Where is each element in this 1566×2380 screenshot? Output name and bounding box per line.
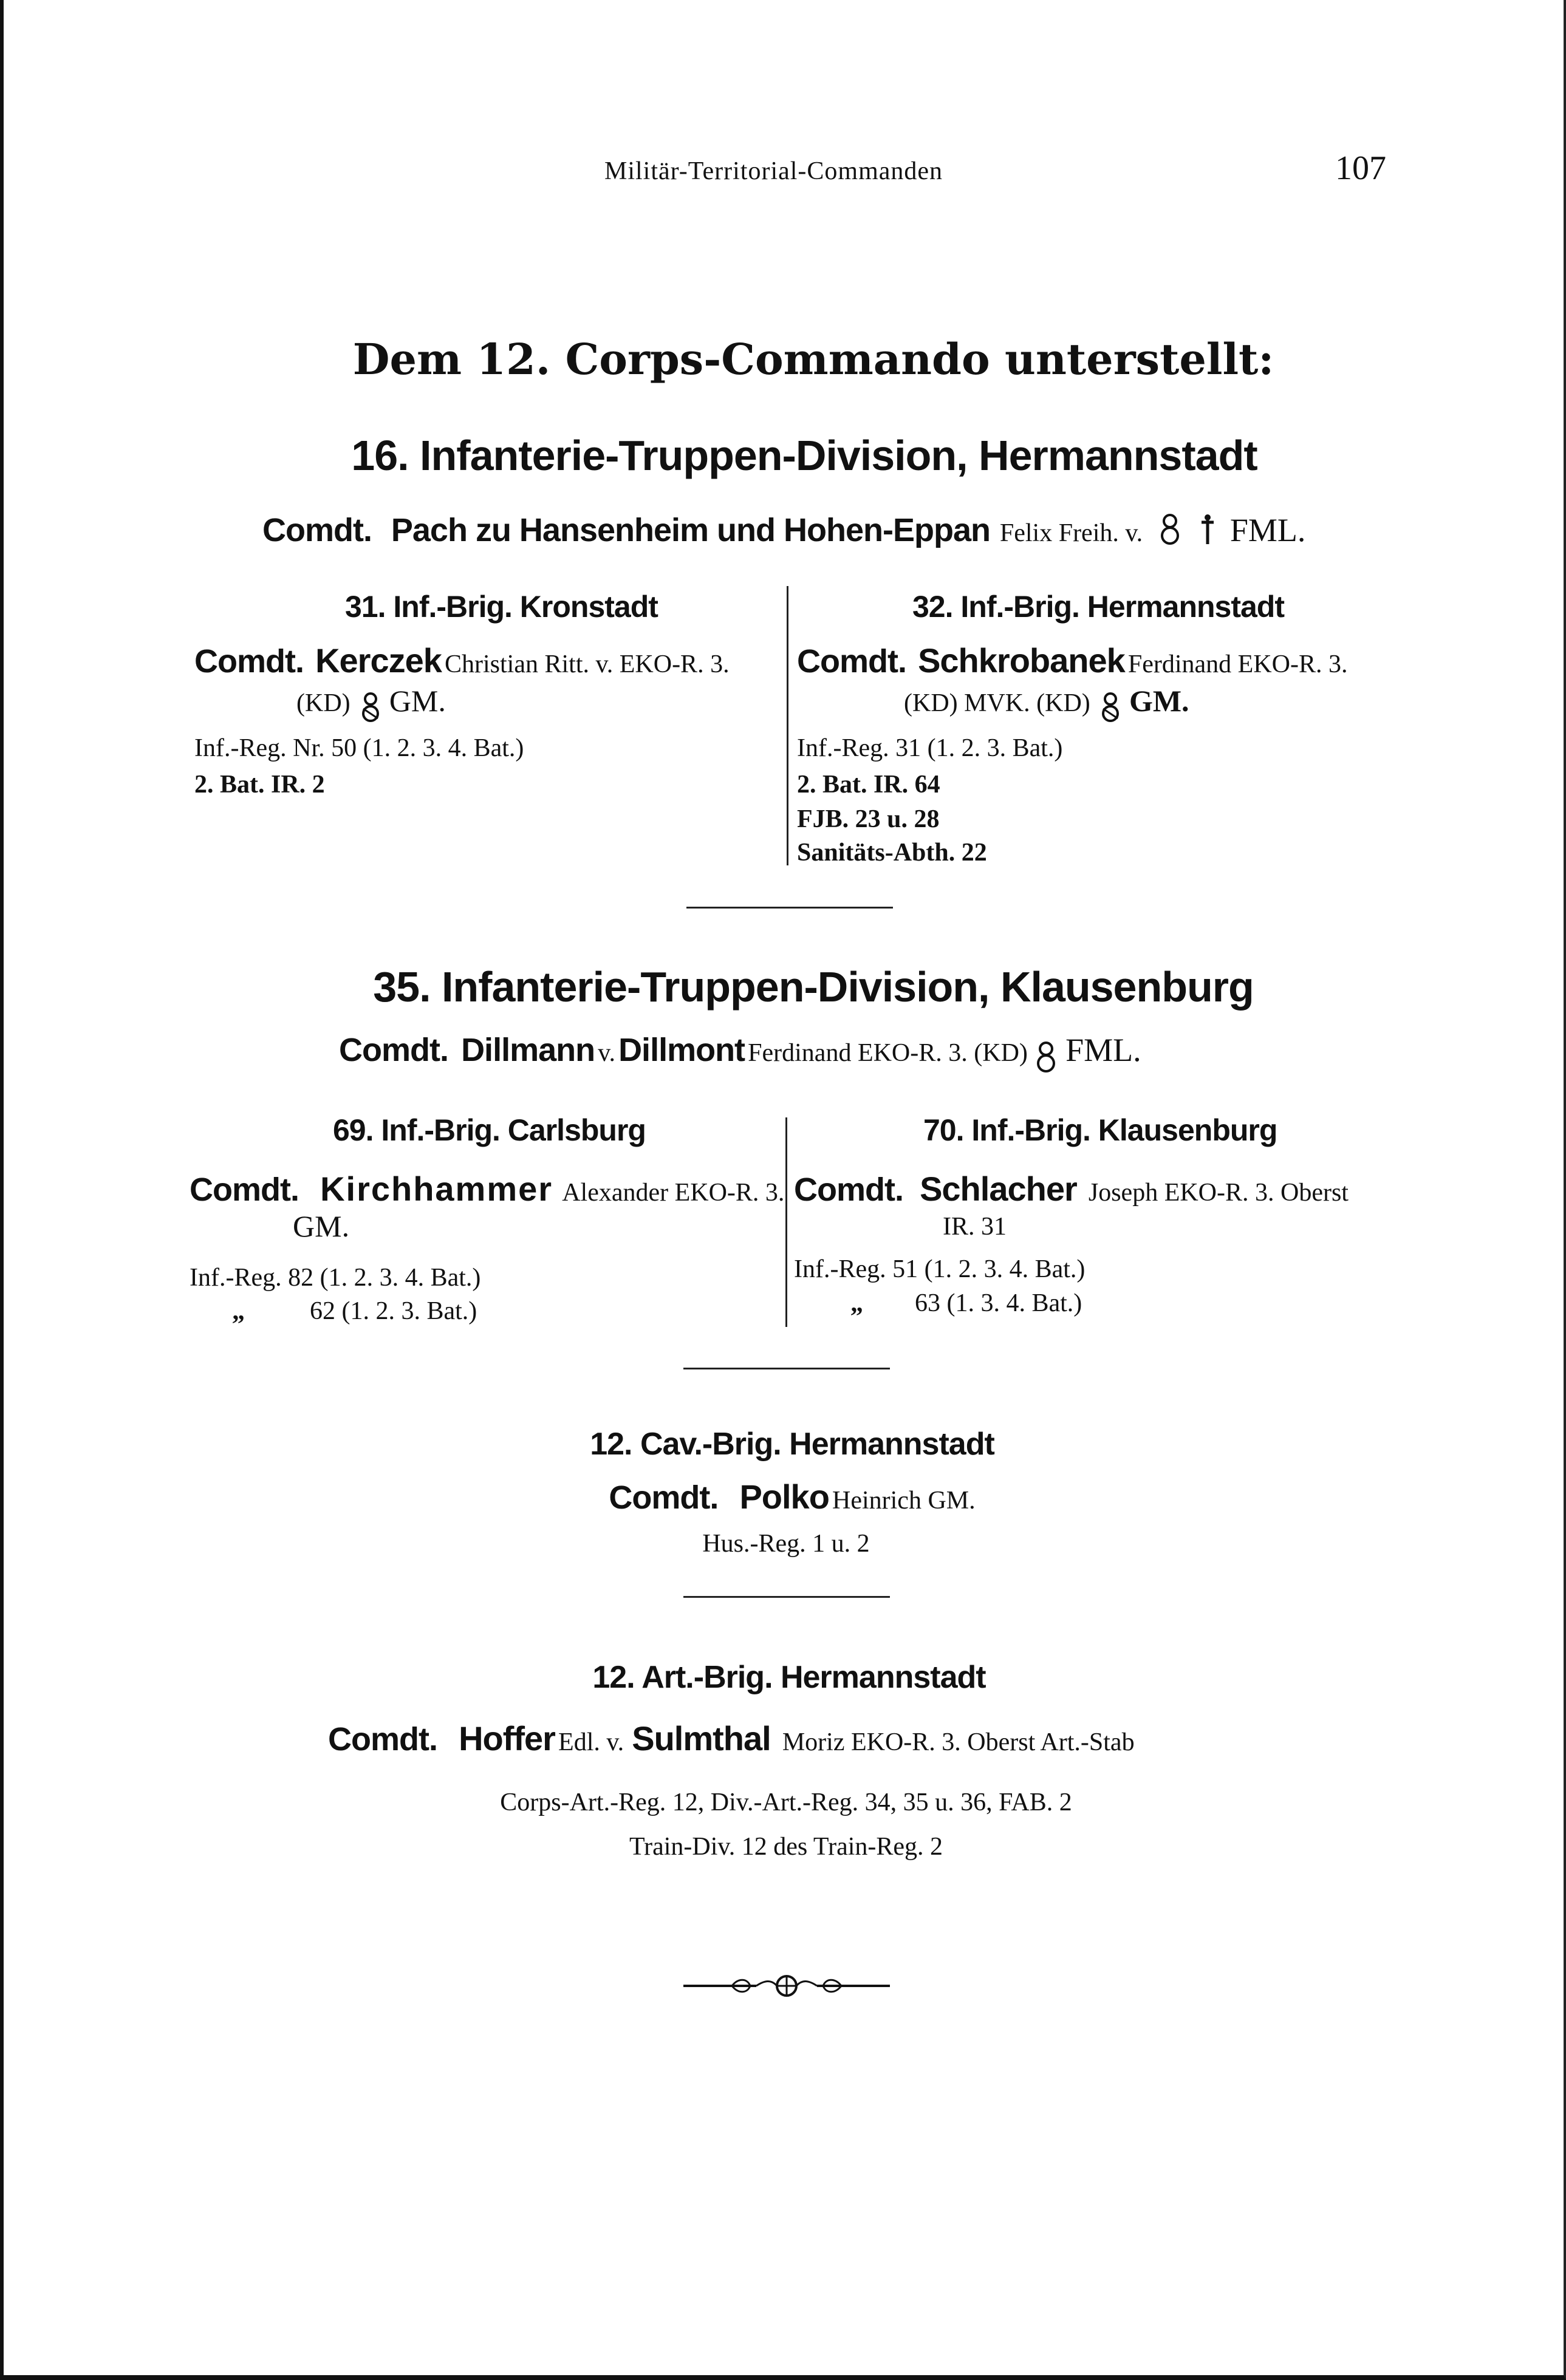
brigade-70-unit: Inf.-Reg. 51 (1. 2. 3. 4. Bat.)	[794, 1255, 1086, 1283]
div16-heading: 16. Infanterie-Truppen-Division, Hermannstadt	[351, 432, 1257, 479]
section-divider	[686, 907, 893, 909]
art-brigade-units: Corps-Art.-Reg. 12, Div.-Art.-Reg. 34, 35 u. 36, FAB. 2	[500, 1788, 1072, 1816]
brigade-70-ditto: „	[850, 1289, 863, 1317]
brigade-70-commander-extra: IR. 31	[943, 1213, 1007, 1241]
section-divider	[683, 1596, 890, 1598]
brigade-31-unit: 2. Bat. IR. 2	[194, 771, 325, 799]
order-cross-icon	[358, 690, 383, 727]
cav-brigade-commander: Comdt. Polko Heinrich GM.	[609, 1478, 976, 1516]
commander-rank: FML.	[1229, 512, 1306, 548]
brigade-31-commander-line2: (KD) GM.	[296, 683, 446, 727]
cav-brigade-title: 12. Cav.-Brig. Hermannstadt	[590, 1427, 994, 1462]
commander-name: Dillmont	[618, 1032, 745, 1068]
commander-name: Dillmann	[461, 1032, 595, 1068]
art-commander-name: Hoffer	[459, 1719, 555, 1758]
brigade-32-title: 32. Inf.-Brig. Hermannstadt	[912, 590, 1284, 624]
page-number: 107	[1335, 149, 1386, 187]
brigade-32-unit: Sanitäts-Abth. 22	[797, 839, 987, 867]
order-cross-icon	[1157, 513, 1183, 554]
brigade-70-commander: Comdt. Schlacher Joseph EKO-R. 3. Oberst	[794, 1170, 1349, 1208]
brigade-31-unit: Inf.-Reg. Nr. 50 (1. 2. 3. 4. Bat.)	[194, 734, 524, 762]
brigade-32-unit: 2. Bat. IR. 64	[797, 771, 940, 799]
brigade-69-unit: Inf.-Reg. 82 (1. 2. 3. 4. Bat.)	[190, 1264, 481, 1292]
brigade-69-rank: GM.	[293, 1209, 350, 1243]
tailpiece-ornament-icon	[683, 1971, 890, 2003]
brigade-69-unit: 62 (1. 2. 3. Bat.)	[310, 1297, 477, 1325]
cav-commander-name: Polko	[739, 1478, 829, 1516]
brigade-32-commander-line2: (KD) MVK. (KD) GM.	[904, 683, 1189, 727]
cav-brigade-units: Hus.-Reg. 1 u. 2	[702, 1530, 870, 1558]
brigade-32-unit: Inf.-Reg. 31 (1. 2. 3. Bat.)	[797, 734, 1063, 762]
brigade-31-commander-name: Kerczek	[315, 641, 442, 680]
div35-heading: 35. Infanterie-Truppen-Division, Klausenburg	[373, 963, 1254, 1011]
deceased-cross-icon	[1198, 513, 1217, 554]
brigade-70-unit: 63 (1. 3. 4. Bat.)	[915, 1289, 1082, 1317]
brigade-70-commander-name: Schlacher	[920, 1170, 1077, 1208]
section-divider	[683, 1368, 890, 1369]
column-divider-div35	[785, 1117, 787, 1327]
brigade-32-commander: Comdt. Schkrobanek Ferdinand EKO-R. 3.	[797, 641, 1348, 680]
div35-commander: Comdt. Dillmann v. Dillmont Ferdinand EKO-R. 3. (KD) FML.	[339, 1031, 1141, 1077]
brigade-69-commander-name: Kirchhammer	[320, 1170, 553, 1208]
art-commander-name: Sulmthal	[632, 1719, 771, 1758]
running-title: Militär-Territorial-Commanden	[604, 157, 943, 185]
art-brigade-title: 12. Art.-Brig. Hermannstadt	[592, 1660, 986, 1695]
div16-commander	[262, 511, 1305, 554]
brigade-31-commander: Comdt. Kerczek Christian Ritt. v. EKO-R. 3.	[194, 641, 730, 680]
art-brigade-units: Train-Div. 12 des Train-Reg. 2	[629, 1833, 943, 1861]
comdt-label: Comdt.	[262, 512, 372, 548]
column-divider-div16	[787, 586, 788, 865]
brigade-69-title: 69. Inf.-Brig. Carlsburg	[333, 1113, 646, 1147]
brigade-69-commander: Comdt. Kirchhammer Alexander EKO-R. 3.	[190, 1170, 785, 1208]
brigade-31-title: 31. Inf.-Brig. Kronstadt	[345, 590, 658, 624]
commander-given: Felix Freih. v.	[999, 519, 1143, 547]
art-brigade-commander: Comdt. Hoffer Edl. v. Sulmthal Moriz EKO-R. 3. Oberst Art.-Stab	[328, 1719, 1135, 1758]
brigade-32-unit: FJB. 23 u. 28	[797, 805, 940, 833]
brigade-32-commander-name: Schkrobanek	[918, 641, 1125, 680]
order-cross-icon	[1033, 1040, 1059, 1077]
brigade-69-ditto: „	[232, 1297, 245, 1325]
page-title: Dem 12. Corps-Commando unterstellt:	[352, 334, 1274, 384]
order-cross-icon	[1098, 690, 1123, 727]
commander-name: Pach zu Hansenheim und Hohen-Eppan	[391, 512, 990, 548]
brigade-70-title: 70. Inf.-Brig. Klausenburg	[923, 1113, 1277, 1147]
